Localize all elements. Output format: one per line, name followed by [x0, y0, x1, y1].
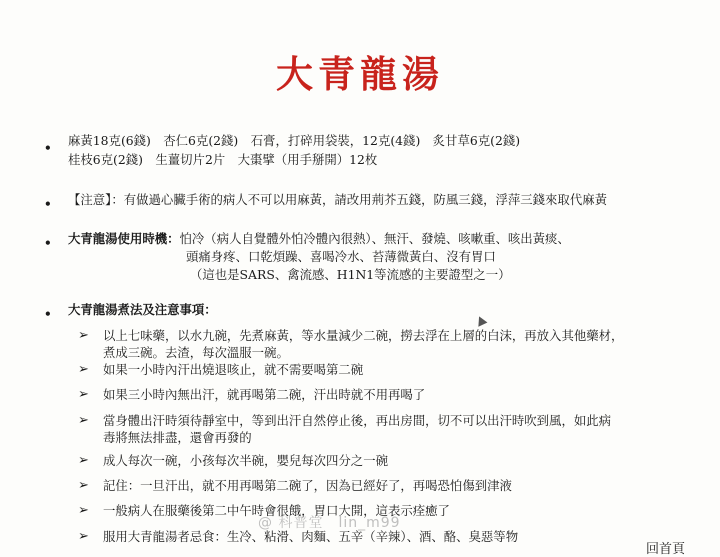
bullet-icon: • — [44, 307, 52, 321]
note-text: ：有做過心臟手術的病人不可以用麻黃，請改用荊芥五錢，防風三錢，浮萍三錢來取代麻黃 — [111, 192, 607, 207]
mouse-cursor-icon — [475, 314, 488, 326]
arrow-bullet-icon: ➢ — [78, 453, 89, 468]
arrow-bullet-icon: ➢ — [78, 387, 89, 402]
home-link[interactable]: 回首頁 — [646, 542, 686, 557]
page-title: 大青龍湯 — [276, 53, 444, 96]
ingredients-line-2: 桂枝6克(2錢) 生薑切片2片 大棗擘（用手掰開）12枚 — [68, 152, 378, 167]
timing-text-1: 怕冷（病人自覺體外怕冷體內很熱）、無汗、發燒、咳嗽重、咳出黃痰、 — [179, 231, 570, 246]
bullet-icon: • — [44, 141, 52, 155]
method-item-3: 如果三小時內無出汗，就再喝第二碗，汗出時就不用再喝了 — [103, 387, 426, 402]
timing-line-3: （這也是SARS、禽流感、H1N1等流感的主要證型之一） — [190, 267, 511, 282]
arrow-bullet-icon: ➢ — [78, 478, 89, 493]
ingredients-line-1: 麻黃18克(6錢) 杏仁6克(2錢) 石膏，打碎用袋裝，12克(4錢) 炙甘草6克(2錢) — [68, 133, 521, 148]
method-label: 大青龍湯煮法及注意事項： — [68, 302, 217, 317]
method-item-4-line-1: 當身體出汗時須待靜室中，等到出汗自然停止後，再出房間，切不可以出汗時吹到風，如此病 — [103, 413, 612, 428]
method-item-1-line-2: 煮成三碗。去渣，每次溫服一碗。 — [103, 345, 289, 360]
method-item-8: 服用大青龍湯者忌食：生冷、粘滑、肉麵、五辛（辛辣）、酒、酪、臭惡等物 — [103, 529, 519, 544]
method-item-6: 記住：一旦汗出，就不用再喝第二碗了，因為已經好了，再喝恐怕傷到津液 — [103, 478, 512, 493]
arrow-bullet-icon: ➢ — [78, 362, 89, 377]
bullet-icon: • — [44, 197, 52, 211]
timing-label: 大青龍湯使用時機： — [68, 231, 180, 246]
timing-line-1 — [68, 231, 570, 247]
note-label: 【注意】 — [68, 192, 112, 207]
timing-line-2: 頭痛身疼、口乾煩躁、喜喝冷水、苔薄微黃白、沒有胃口 — [186, 249, 496, 264]
method-item-1-line-1: 以上七味藥，以水九碗，先煮麻黃，等水量減少二碗，撈去浮在上層的白沫，再放入其他藥材， — [103, 328, 624, 343]
method-item-5: 成人每次一碗，小孩每次半碗，嬰兒每次四分之一碗 — [103, 453, 388, 468]
note-line — [68, 192, 607, 208]
arrow-bullet-icon: ➢ — [78, 529, 89, 544]
method-item-7: 一般病人在服藥後第二中午時會很餓，胃口大開，這表示痊癒了 — [103, 503, 450, 518]
watermark: @ 科普堂 lin_m99 — [258, 515, 401, 531]
arrow-bullet-icon: ➢ — [78, 503, 89, 518]
arrow-bullet-icon: ➢ — [78, 328, 89, 343]
method-item-2: 如果一小時內汗出燒退咳止，就不需要喝第二碗 — [103, 362, 364, 377]
bullet-icon: • — [44, 236, 52, 250]
arrow-bullet-icon: ➢ — [78, 413, 89, 428]
method-item-4-line-2: 毒將無法排盡，還會再發的 — [103, 430, 252, 445]
